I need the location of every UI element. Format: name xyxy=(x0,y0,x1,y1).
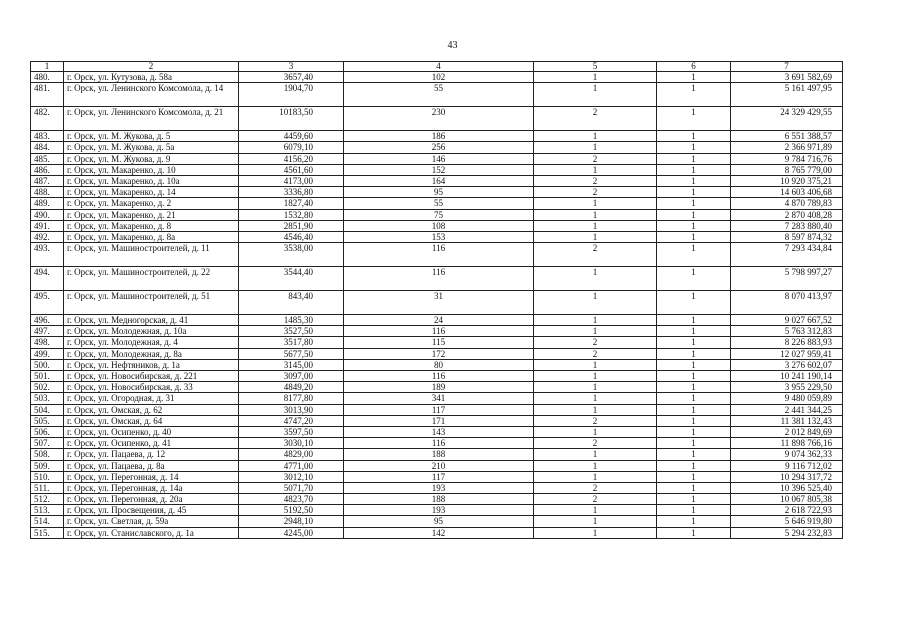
col6-cell: 1 xyxy=(657,231,731,242)
col6-cell: 1 xyxy=(657,107,731,131)
amount-cell: 3 955 229,50 xyxy=(731,382,843,393)
col5-cell: 1 xyxy=(534,460,657,471)
row-number-cell: 511. xyxy=(31,482,64,493)
amount-cell: 10 396 525,40 xyxy=(731,482,843,493)
col6-cell: 1 xyxy=(657,131,731,142)
residents-cell: 171 xyxy=(344,415,534,426)
row-number-cell: 505. xyxy=(31,415,64,426)
col6-cell: 1 xyxy=(657,460,731,471)
area-cell: 4459,60 xyxy=(239,131,344,142)
area-cell: 4823,70 xyxy=(239,494,344,505)
row-number-cell: 512. xyxy=(31,494,64,505)
col6-cell: 1 xyxy=(657,494,731,505)
table-row xyxy=(31,482,843,493)
area-cell: 3013,90 xyxy=(239,404,344,415)
col6-cell: 1 xyxy=(657,505,731,516)
area-cell: 4829,00 xyxy=(239,449,344,460)
amount-cell: 8 765 779,00 xyxy=(731,164,843,175)
address-cell: г. Орск, ул. Макаренко, д. 21 xyxy=(64,209,239,220)
address-cell: г. Орск, ул. М. Жукова, д. 9 xyxy=(64,153,239,164)
col5-cell: 2 xyxy=(534,348,657,359)
area-cell: 3517,80 xyxy=(239,337,344,348)
col5-cell: 1 xyxy=(534,231,657,242)
residents-cell: 75 xyxy=(344,209,534,220)
col6-cell: 1 xyxy=(657,326,731,337)
residents-cell: 186 xyxy=(344,131,534,142)
row-number-cell: 489. xyxy=(31,198,64,209)
amount-cell: 2 618 722,93 xyxy=(731,505,843,516)
col5-cell: 1 xyxy=(534,198,657,209)
row-number-cell: 485. xyxy=(31,153,64,164)
residents-cell: 95 xyxy=(344,516,534,527)
table-row xyxy=(31,348,843,359)
header-row xyxy=(31,62,843,72)
amount-cell: 10 067 805,38 xyxy=(731,494,843,505)
table-row xyxy=(31,231,843,242)
area-cell: 8177,80 xyxy=(239,393,344,404)
area-cell: 1532,80 xyxy=(239,209,344,220)
amount-cell: 5 294 232,83 xyxy=(731,527,843,538)
row-number-cell: 481. xyxy=(31,83,64,107)
row-number-cell: 501. xyxy=(31,371,64,382)
col5-cell: 1 xyxy=(534,209,657,220)
address-cell: г. Орск, ул. Новосибирская, д. 33 xyxy=(64,382,239,393)
row-number-cell: 509. xyxy=(31,460,64,471)
address-cell: г. Орск, ул. Перегонная, д. 14 xyxy=(64,471,239,482)
table-row xyxy=(31,527,843,538)
col5-cell: 1 xyxy=(534,404,657,415)
residents-cell: 143 xyxy=(344,426,534,437)
table-row xyxy=(31,359,843,370)
col6-cell: 1 xyxy=(657,83,731,107)
address-cell: г. Орск, ул. Осипенко, д. 41 xyxy=(64,438,239,449)
area-cell: 5677,50 xyxy=(239,348,344,359)
address-cell: г. Орск, ул. Осипенко, д. 40 xyxy=(64,426,239,437)
row-number-cell: 496. xyxy=(31,315,64,326)
row-number-cell: 506. xyxy=(31,426,64,437)
residents-cell: 188 xyxy=(344,494,534,505)
col5-cell: 1 xyxy=(534,72,657,83)
col6-cell: 1 xyxy=(657,267,731,291)
table-row xyxy=(31,83,843,107)
col5-cell: 2 xyxy=(534,243,657,267)
residents-cell: 341 xyxy=(344,393,534,404)
address-cell: г. Орск, ул. М. Жукова, д. 5 xyxy=(64,131,239,142)
col6-cell: 1 xyxy=(657,72,731,83)
amount-cell: 5 161 497,95 xyxy=(731,83,843,107)
residents-cell: 95 xyxy=(344,187,534,198)
residents-cell: 193 xyxy=(344,482,534,493)
row-number-cell: 490. xyxy=(31,209,64,220)
table-row xyxy=(31,243,843,267)
residents-cell: 31 xyxy=(344,291,534,315)
residents-cell: 230 xyxy=(344,107,534,131)
table-row xyxy=(31,460,843,471)
residents-cell: 172 xyxy=(344,348,534,359)
col5-cell: 2 xyxy=(534,438,657,449)
residents-cell: 153 xyxy=(344,231,534,242)
area-cell: 4245,00 xyxy=(239,527,344,538)
col5-cell: 2 xyxy=(534,175,657,186)
table-row xyxy=(31,426,843,437)
col6-cell: 1 xyxy=(657,187,731,198)
table-row xyxy=(31,291,843,315)
amount-cell: 7 283 880,40 xyxy=(731,220,843,231)
col5-cell: 1 xyxy=(534,382,657,393)
residents-cell: 24 xyxy=(344,315,534,326)
address-cell: г. Орск, ул. Станиславского, д. 1а xyxy=(64,527,239,538)
column-header-4: 4 xyxy=(344,62,534,72)
table-row xyxy=(31,175,843,186)
amount-cell: 4 870 789,83 xyxy=(731,198,843,209)
table-row xyxy=(31,187,843,198)
table-body xyxy=(31,72,843,539)
amount-cell: 2 366 971,89 xyxy=(731,142,843,153)
table-row xyxy=(31,404,843,415)
col6-cell: 1 xyxy=(657,164,731,175)
table-row xyxy=(31,337,843,348)
row-number-cell: 493. xyxy=(31,243,64,267)
row-number-cell: 503. xyxy=(31,393,64,404)
address-cell: г. Орск, ул. Машиностроителей, д. 22 xyxy=(64,267,239,291)
area-cell: 3657,40 xyxy=(239,72,344,83)
col5-cell: 2 xyxy=(534,153,657,164)
residents-cell: 80 xyxy=(344,359,534,370)
col5-cell: 1 xyxy=(534,83,657,107)
col5-cell: 1 xyxy=(534,359,657,370)
col6-cell: 1 xyxy=(657,291,731,315)
residents-cell: 189 xyxy=(344,382,534,393)
amount-cell: 11 381 132,43 xyxy=(731,415,843,426)
residents-cell: 55 xyxy=(344,83,534,107)
residents-cell: 117 xyxy=(344,471,534,482)
row-number-cell: 486. xyxy=(31,164,64,175)
row-number-cell: 487. xyxy=(31,175,64,186)
col6-cell: 1 xyxy=(657,527,731,538)
row-number-cell: 491. xyxy=(31,220,64,231)
area-cell: 3030,10 xyxy=(239,438,344,449)
row-number-cell: 504. xyxy=(31,404,64,415)
col5-cell: 1 xyxy=(534,220,657,231)
address-cell: г. Орск, ул. Новосибирская, д. 221 xyxy=(64,371,239,382)
amount-cell: 10 920 375,21 xyxy=(731,175,843,186)
col6-cell: 1 xyxy=(657,198,731,209)
area-cell: 1485,30 xyxy=(239,315,344,326)
row-number-cell: 480. xyxy=(31,72,64,83)
amount-cell: 9 480 059,89 xyxy=(731,393,843,404)
residents-cell: 108 xyxy=(344,220,534,231)
address-cell: г. Орск, ул. М. Жукова, д. 5а xyxy=(64,142,239,153)
area-cell: 3145,00 xyxy=(239,359,344,370)
col5-cell: 2 xyxy=(534,187,657,198)
area-cell: 3336,80 xyxy=(239,187,344,198)
area-cell: 5071,70 xyxy=(239,482,344,493)
area-cell: 3012,10 xyxy=(239,471,344,482)
col5-cell: 2 xyxy=(534,107,657,131)
amount-cell: 9 116 712,02 xyxy=(731,460,843,471)
area-cell: 5192,50 xyxy=(239,505,344,516)
table-row xyxy=(31,505,843,516)
row-number-cell: 484. xyxy=(31,142,64,153)
col5-cell: 1 xyxy=(534,267,657,291)
area-cell: 4561,60 xyxy=(239,164,344,175)
row-number-cell: 502. xyxy=(31,382,64,393)
amount-cell: 14 603 406,68 xyxy=(731,187,843,198)
row-number-cell: 483. xyxy=(31,131,64,142)
col6-cell: 1 xyxy=(657,337,731,348)
area-cell: 4546,40 xyxy=(239,231,344,242)
col6-cell: 1 xyxy=(657,142,731,153)
col6-cell: 1 xyxy=(657,415,731,426)
residents-cell: 142 xyxy=(344,527,534,538)
column-header-2: 2 xyxy=(64,62,239,72)
area-cell: 1904,70 xyxy=(239,83,344,107)
col5-cell: 1 xyxy=(534,131,657,142)
address-cell: г. Орск, ул. Макаренко, д. 8 xyxy=(64,220,239,231)
address-cell: г. Орск, ул. Ленинского Комсомола, д. 21 xyxy=(64,107,239,131)
row-number-cell: 500. xyxy=(31,359,64,370)
area-cell: 3538,00 xyxy=(239,243,344,267)
housing-table xyxy=(30,61,843,539)
col5-cell: 1 xyxy=(534,527,657,538)
table-row xyxy=(31,198,843,209)
col6-cell: 1 xyxy=(657,482,731,493)
address-cell: г. Орск, ул. Светлая, д. 59а xyxy=(64,516,239,527)
amount-cell: 3 276 602,07 xyxy=(731,359,843,370)
row-number-cell: 488. xyxy=(31,187,64,198)
col6-cell: 1 xyxy=(657,243,731,267)
area-cell: 843,40 xyxy=(239,291,344,315)
amount-cell: 7 293 434,84 xyxy=(731,243,843,267)
row-number-cell: 498. xyxy=(31,337,64,348)
address-cell: г. Орск, ул. Пацаева, д. 12 xyxy=(64,449,239,460)
area-cell: 3544,40 xyxy=(239,267,344,291)
address-cell: г. Орск, ул. Ленинского Комсомола, д. 14 xyxy=(64,83,239,107)
table-row xyxy=(31,415,843,426)
address-cell: г. Орск, ул. Пацаева, д. 8а xyxy=(64,460,239,471)
col6-cell: 1 xyxy=(657,209,731,220)
residents-cell: 193 xyxy=(344,505,534,516)
address-cell: г. Орск, ул. Молодежная, д. 4 xyxy=(64,337,239,348)
address-cell: г. Орск, ул. Омская, д. 64 xyxy=(64,415,239,426)
address-cell: г. Орск, ул. Омская, д. 62 xyxy=(64,404,239,415)
address-cell: г. Орск, ул. Кутузова, д. 58а xyxy=(64,72,239,83)
table-row xyxy=(31,131,843,142)
row-number-cell: 495. xyxy=(31,291,64,315)
area-cell: 2948,10 xyxy=(239,516,344,527)
row-number-cell: 499. xyxy=(31,348,64,359)
residents-cell: 117 xyxy=(344,404,534,415)
area-cell: 4156,20 xyxy=(239,153,344,164)
col6-cell: 1 xyxy=(657,382,731,393)
col5-cell: 2 xyxy=(534,415,657,426)
area-cell: 4849,20 xyxy=(239,382,344,393)
area-cell: 4747,20 xyxy=(239,415,344,426)
table-row xyxy=(31,326,843,337)
col5-cell: 1 xyxy=(534,516,657,527)
area-cell: 10183,50 xyxy=(239,107,344,131)
residents-cell: 116 xyxy=(344,326,534,337)
residents-cell: 152 xyxy=(344,164,534,175)
amount-cell: 10 294 317,72 xyxy=(731,471,843,482)
amount-cell: 5 763 312,83 xyxy=(731,326,843,337)
col6-cell: 1 xyxy=(657,426,731,437)
table-row xyxy=(31,371,843,382)
row-number-cell: 514. xyxy=(31,516,64,527)
address-cell: г. Орск, ул. Молодежная, д. 8а xyxy=(64,348,239,359)
row-number-cell: 482. xyxy=(31,107,64,131)
area-cell: 4771,00 xyxy=(239,460,344,471)
address-cell: г. Орск, ул. Просвещения, д. 45 xyxy=(64,505,239,516)
area-cell: 3097,00 xyxy=(239,371,344,382)
amount-cell: 12 027 959,41 xyxy=(731,348,843,359)
col6-cell: 1 xyxy=(657,220,731,231)
address-cell: г. Орск, ул. Нефтяников, д. 1а xyxy=(64,359,239,370)
col6-cell: 1 xyxy=(657,404,731,415)
address-cell: г. Орск, ул. Машиностроителей, д. 51 xyxy=(64,291,239,315)
page-number: 43 xyxy=(447,40,458,51)
table-row xyxy=(31,153,843,164)
col6-cell: 1 xyxy=(657,393,731,404)
col5-cell: 2 xyxy=(534,337,657,348)
area-cell: 6079,10 xyxy=(239,142,344,153)
amount-cell: 6 551 388,57 xyxy=(731,131,843,142)
area-cell: 1827,40 xyxy=(239,198,344,209)
column-header-6: 6 xyxy=(657,62,731,72)
col6-cell: 1 xyxy=(657,175,731,186)
residents-cell: 55 xyxy=(344,198,534,209)
residents-cell: 115 xyxy=(344,337,534,348)
column-header-7: 7 xyxy=(731,62,843,72)
residents-cell: 116 xyxy=(344,243,534,267)
table-row xyxy=(31,267,843,291)
col5-cell: 1 xyxy=(534,326,657,337)
amount-cell: 9 074 362,33 xyxy=(731,449,843,460)
address-cell: г. Орск, ул. Машиностроителей, д. 11 xyxy=(64,243,239,267)
row-number-cell: 508. xyxy=(31,449,64,460)
col5-cell: 1 xyxy=(534,505,657,516)
col5-cell: 1 xyxy=(534,426,657,437)
amount-cell: 9 784 716,76 xyxy=(731,153,843,164)
col5-cell: 1 xyxy=(534,471,657,482)
col5-cell: 1 xyxy=(534,393,657,404)
residents-cell: 188 xyxy=(344,449,534,460)
amount-cell: 8 597 874,32 xyxy=(731,231,843,242)
col5-cell: 2 xyxy=(534,494,657,505)
row-number-cell: 494. xyxy=(31,267,64,291)
residents-cell: 210 xyxy=(344,460,534,471)
amount-cell: 8 070 413,97 xyxy=(731,291,843,315)
residents-cell: 102 xyxy=(344,72,534,83)
amount-cell: 8 226 883,93 xyxy=(731,337,843,348)
address-cell: г. Орск, ул. Огородная, д. 31 xyxy=(64,393,239,404)
residents-cell: 116 xyxy=(344,438,534,449)
residents-cell: 116 xyxy=(344,267,534,291)
col5-cell: 1 xyxy=(534,142,657,153)
col6-cell: 1 xyxy=(657,359,731,370)
table-row xyxy=(31,449,843,460)
amount-cell: 9 027 667,52 xyxy=(731,315,843,326)
amount-cell: 11 898 766,16 xyxy=(731,438,843,449)
area-cell: 4173,00 xyxy=(239,175,344,186)
column-header-5: 5 xyxy=(534,62,657,72)
address-cell: г. Орск, ул. Макаренко, д. 8а xyxy=(64,231,239,242)
table-row xyxy=(31,107,843,131)
table-row xyxy=(31,209,843,220)
col5-cell: 1 xyxy=(534,315,657,326)
table-row xyxy=(31,164,843,175)
col5-cell: 1 xyxy=(534,371,657,382)
area-cell: 3597,50 xyxy=(239,426,344,437)
residents-cell: 164 xyxy=(344,175,534,186)
table-row xyxy=(31,393,843,404)
area-cell: 2851,90 xyxy=(239,220,344,231)
table-row xyxy=(31,494,843,505)
row-number-cell: 513. xyxy=(31,505,64,516)
row-number-cell: 492. xyxy=(31,231,64,242)
table-row xyxy=(31,315,843,326)
address-cell: г. Орск, ул. Макаренко, д. 10 xyxy=(64,164,239,175)
amount-cell: 2 870 408,28 xyxy=(731,209,843,220)
address-cell: г. Орск, ул. Медногорская, д. 41 xyxy=(64,315,239,326)
col6-cell: 1 xyxy=(657,371,731,382)
amount-cell: 5 798 997,27 xyxy=(731,267,843,291)
col6-cell: 1 xyxy=(657,438,731,449)
col6-cell: 1 xyxy=(657,516,731,527)
col5-cell: 1 xyxy=(534,164,657,175)
row-number-cell: 507. xyxy=(31,438,64,449)
address-cell: г. Орск, ул. Молодежная, д. 10а xyxy=(64,326,239,337)
residents-cell: 256 xyxy=(344,142,534,153)
amount-cell: 2 012 849,69 xyxy=(731,426,843,437)
amount-cell: 2 441 344,25 xyxy=(731,404,843,415)
address-cell: г. Орск, ул. Макаренко, д. 14 xyxy=(64,187,239,198)
table-row xyxy=(31,438,843,449)
residents-cell: 146 xyxy=(344,153,534,164)
col6-cell: 1 xyxy=(657,153,731,164)
row-number-cell: 497. xyxy=(31,326,64,337)
row-number-cell: 510. xyxy=(31,471,64,482)
address-cell: г. Орск, ул. Макаренко, д. 2 xyxy=(64,198,239,209)
table-row xyxy=(31,516,843,527)
amount-cell: 3 691 582,69 xyxy=(731,72,843,83)
address-cell: г. Орск, ул. Перегонная, д. 14а xyxy=(64,482,239,493)
col5-cell: 1 xyxy=(534,291,657,315)
col6-cell: 1 xyxy=(657,449,731,460)
col6-cell: 1 xyxy=(657,315,731,326)
col5-cell: 2 xyxy=(534,482,657,493)
residents-cell: 116 xyxy=(344,371,534,382)
address-cell: г. Орск, ул. Макаренко, д. 10а xyxy=(64,175,239,186)
amount-cell: 5 646 919,80 xyxy=(731,516,843,527)
col5-cell: 1 xyxy=(534,449,657,460)
column-header-1: 1 xyxy=(31,62,64,72)
table-row xyxy=(31,220,843,231)
table-row xyxy=(31,471,843,482)
address-cell: г. Орск, ул. Перегонная, д. 20а xyxy=(64,494,239,505)
column-header-3: 3 xyxy=(239,62,344,72)
col6-cell: 1 xyxy=(657,471,731,482)
table-row xyxy=(31,382,843,393)
table-row xyxy=(31,142,843,153)
table-row xyxy=(31,72,843,83)
col6-cell: 1 xyxy=(657,348,731,359)
area-cell: 3527,50 xyxy=(239,326,344,337)
amount-cell: 24 329 429,55 xyxy=(731,107,843,131)
row-number-cell: 515. xyxy=(31,527,64,538)
amount-cell: 10 241 190,14 xyxy=(731,371,843,382)
